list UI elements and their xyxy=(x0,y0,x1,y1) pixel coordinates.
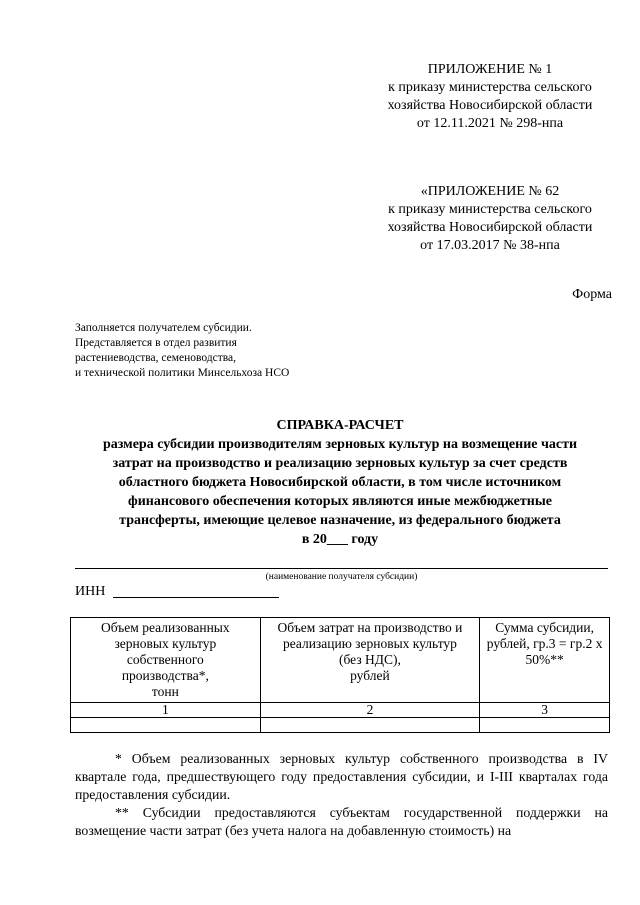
document-title xyxy=(70,416,610,549)
title-line: размера субсидии производителям зерновых культур на возмещение части xyxy=(102,437,578,452)
header-text: Объем реализованных xyxy=(101,620,230,635)
appendix-1-line: хозяйства Новосибирской области xyxy=(387,98,593,113)
table-number-row xyxy=(71,703,610,718)
calculation-table xyxy=(70,617,610,733)
header-text: тонн xyxy=(151,684,179,699)
appendix-62-line: хозяйства Новосибирской области xyxy=(387,220,593,235)
header-text: 50%** xyxy=(525,652,564,667)
header-col-3 xyxy=(480,618,610,703)
column-number-2: 2 xyxy=(260,703,480,718)
volume-cell[interactable] xyxy=(71,718,261,733)
header-text: (без НДС), xyxy=(338,652,401,667)
subsidy-cell[interactable] xyxy=(480,718,610,733)
appendix-62-line: «ПРИЛОЖЕНИЕ № 62 xyxy=(420,184,560,199)
header-text: производства*, xyxy=(121,668,209,683)
inn-field-line[interactable] xyxy=(113,597,279,598)
column-number-1: 1 xyxy=(71,703,261,718)
title-line: трансферты, имеющие целевое назначение, из федерального бюджета xyxy=(119,513,561,528)
appendix-62-block xyxy=(380,183,600,255)
header-col-1 xyxy=(71,618,261,703)
appendix-1-line: к приказу министерства сельского xyxy=(388,80,592,95)
title-line: областного бюджета Новосибирской области, в том числе источником xyxy=(118,475,562,490)
column-number-3: 3 xyxy=(480,703,610,718)
submission-note xyxy=(75,321,289,381)
header-col-2 xyxy=(260,618,480,703)
recipient-name-line[interactable] xyxy=(75,568,608,569)
appendix-62-line: к приказу министерства сельского xyxy=(388,202,592,217)
footnotes xyxy=(75,750,608,840)
header-text: рублей, гр.3 = гр.2 x xyxy=(486,636,603,651)
appendix-1-line: ПРИЛОЖЕНИЕ № 1 xyxy=(427,62,553,77)
appendix-1-block xyxy=(380,61,600,133)
header-text: Объем затрат на производство и xyxy=(277,620,463,635)
footnote-2: ** Субсидии предоставляются субъектам государственной поддержки на возмещение части затрат (без учета налога на добавленную стоимость) на xyxy=(75,805,608,838)
title-heading: СПРАВКА-РАСЧЕТ xyxy=(276,418,404,433)
title-year-line: в 20___ году xyxy=(301,532,379,547)
header-text: реализацию зерновых культур xyxy=(282,636,457,651)
note-line: растениеводства, семеноводства, xyxy=(75,352,237,364)
note-line: и технической политики Минсельхоза НСО xyxy=(75,367,290,379)
recipient-caption: (наименование получателя субсидии) xyxy=(265,572,418,582)
appendix-1-line: от 12.11.2021 № 298-нпа xyxy=(416,116,564,131)
title-line: затрат на производство и реализацию зерновых культур за счет средств xyxy=(112,456,568,471)
note-line: Заполняется получателем субсидии. xyxy=(75,322,252,334)
footnote-1: * Объем реализованных зерновых культур собственного производства в IV квартале года, предшествующего году предоставления субсидии, и I-III кварталах года предоставления субсидии. xyxy=(75,751,608,802)
form-label: Форма xyxy=(572,287,612,302)
header-text: зерновых культур xyxy=(114,636,217,651)
title-line: финансового обеспечения которых являются иные межбюджетные xyxy=(128,494,552,509)
header-text: рублей xyxy=(350,668,390,683)
header-text: собственного xyxy=(126,652,204,667)
costs-cell[interactable] xyxy=(260,718,480,733)
appendix-62-line: от 17.03.2017 № 38-нпа xyxy=(420,238,560,253)
inn-label: ИНН xyxy=(75,584,106,599)
table-row xyxy=(71,718,610,733)
note-line: Представляется в отдел развития xyxy=(75,337,237,349)
header-text: Сумма субсидии, xyxy=(495,620,594,635)
table-header-row xyxy=(71,618,610,703)
